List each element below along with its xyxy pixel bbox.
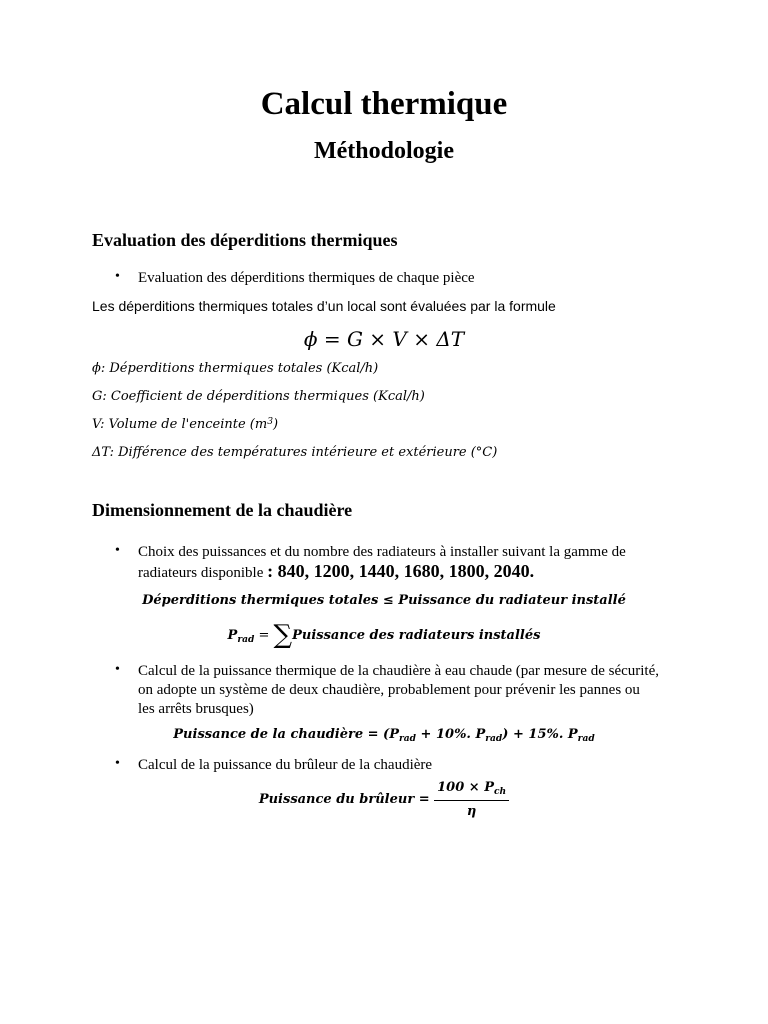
bullet-marker: • <box>115 269 120 284</box>
volume-exponent: 3 <box>267 417 274 427</box>
fraction <box>434 780 509 819</box>
bullet-marker: • <box>115 662 120 677</box>
formula-text: ) + 15%. P <box>502 727 578 742</box>
section-heading-chaudiere: Dimensionnement de la chaudière <box>92 500 353 520</box>
bullet-marker: • <box>115 756 120 771</box>
bullet-text: radiateurs disponible <box>138 565 264 581</box>
formula-text: + 10%. P <box>416 727 486 742</box>
page-subtitle: Méthodologie <box>314 138 454 164</box>
formula-equals: = <box>254 628 274 643</box>
sum-symbol: ∑ <box>273 620 293 650</box>
formula-text: 100 × P <box>437 780 494 795</box>
formula-puissance-bruleur <box>0 780 768 819</box>
definition-v <box>92 417 278 432</box>
formula-puissance-chaudiere <box>0 727 768 744</box>
bullet-marker: • <box>115 543 120 558</box>
formula-text: Puissance du brûleur = <box>258 792 435 808</box>
definition-text-close: ) <box>273 417 279 433</box>
definition-text: : Déperditions thermiques totales (Kcal/h) <box>100 361 379 376</box>
definition-symbol: V <box>92 417 101 433</box>
definition-text: : Différence des températures intérieure et extérieure (°C) <box>109 445 498 460</box>
bullet-evaluation-piece: Evaluation des déperditions thermiques de chaque pièce <box>138 270 475 286</box>
definition-text: : Volume de l'enceinte (m <box>100 417 268 433</box>
bullet-text-line: on adopte un système de deux chaudière, probablement pour prévenir les pannes ou <box>138 682 640 698</box>
page-title: Calcul thermique <box>260 86 508 122</box>
definition-text: : Coefficient de déperditions thermiques (Kcal/h) <box>102 389 425 404</box>
bullet-choix-radiateurs <box>138 543 678 583</box>
definition-delta-t <box>92 445 497 460</box>
definition-phi <box>92 361 378 376</box>
bullet-text-line: Choix des puissances et du nombre des radiateurs à installer suivant la gamme de <box>138 544 626 560</box>
formula-text: Puissance de la chaudière = (P <box>173 727 399 742</box>
definition-symbol: ΔT <box>92 445 110 460</box>
bullet-text-line: Calcul de la puissance thermique de la chaudière à eau chaude (par mesure de sécurité, <box>138 663 660 679</box>
fraction-numerator <box>434 780 509 801</box>
radiateur-values: : 840, 1200, 1440, 1680, 1800, 2040. <box>267 561 535 581</box>
bullet-calcul-chaudiere <box>138 662 698 719</box>
formula-subscript: rad <box>398 733 417 745</box>
formula-subscript: rad <box>577 733 595 745</box>
formula-subscript: rad <box>485 733 503 745</box>
section-heading-evaluation: Evaluation des déperditions thermiques <box>92 230 398 250</box>
fraction-denominator: η <box>466 804 477 820</box>
formula-intro-text: Les déperditions thermiques totales d’un local sont évaluées par la formule <box>92 298 556 314</box>
definition-symbol: ϕ <box>92 361 101 376</box>
formula-prad <box>0 620 768 650</box>
formula-subscript: rad <box>237 634 255 646</box>
formula-subscript: ch <box>494 786 507 798</box>
formula-text: Puissance des radiateurs installés <box>292 628 541 643</box>
bullet-text-line <box>138 562 678 583</box>
bullet-text-line: les arrêts brusques) <box>138 701 254 717</box>
formula-symbol: P <box>227 628 238 643</box>
definition-g <box>92 389 425 404</box>
bullet-calcul-bruleur: Calcul de la puissance du brûleur de la chaudière <box>138 757 433 773</box>
formula-deperditions: ϕ = G × V × ΔT <box>303 327 465 351</box>
formula-inequality: Déperditions thermiques totales ≤ Puissance du radiateur installé <box>142 593 626 608</box>
definition-symbol: G <box>92 389 103 404</box>
